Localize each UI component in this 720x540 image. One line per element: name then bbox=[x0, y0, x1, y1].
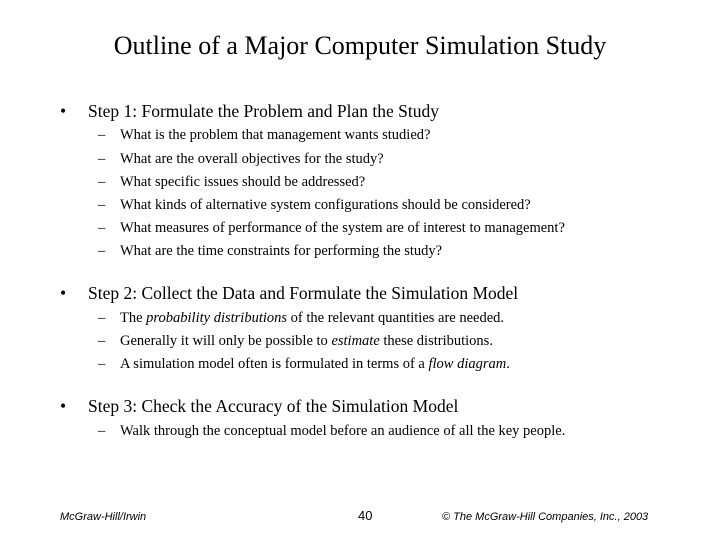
step-2-item-3 bbox=[98, 355, 510, 373]
step-1-item-1 bbox=[98, 126, 430, 144]
step-2-item-2-after: these distributions. bbox=[379, 333, 493, 349]
step-2-item-2-emphasis: estimate bbox=[331, 333, 380, 349]
step-2-item-2-before: Generally it will only be possible to bbox=[120, 333, 332, 349]
step-1-item-5-text: What measures of performance of the system are of interest to management? bbox=[120, 220, 565, 236]
bullet: • bbox=[60, 396, 67, 416]
slide-title: Outline of a Major Computer Simulation Study bbox=[113, 31, 607, 60]
step-2-item-1-after: of the relevant quantities are needed. bbox=[287, 310, 505, 326]
dash: – bbox=[98, 243, 106, 259]
step-2-heading-text: Step 2: Collect the Data and Formulate the Simulation Model bbox=[88, 283, 519, 303]
step-2-item-3-emphasis: flow diagram bbox=[428, 356, 507, 372]
step-2-item-1-emphasis: probability distributions bbox=[146, 310, 288, 326]
bullet: • bbox=[60, 283, 67, 303]
step-1-item-2-text: What are the overall objectives for the study? bbox=[120, 151, 384, 167]
step-3-heading-text: Step 3: Check the Accuracy of the Simulation Model bbox=[88, 396, 459, 416]
page-number: 40 bbox=[358, 508, 373, 523]
step-1-item-4 bbox=[98, 196, 531, 214]
dash: – bbox=[98, 220, 106, 236]
step-3-heading bbox=[60, 395, 458, 417]
step-2-item-2 bbox=[98, 332, 493, 350]
step-2-item-3-before: A simulation model often is formulated in terms of a bbox=[120, 356, 429, 372]
step-3-item-1-text: Walk through the conceptual model before an audience of all the key people. bbox=[120, 423, 566, 439]
step-2-item-1 bbox=[98, 309, 504, 327]
footer-copyright: © The McGraw-Hill Companies, Inc., 2003 bbox=[442, 511, 649, 523]
step-2-item-3-after: . bbox=[506, 356, 510, 372]
bullet: • bbox=[60, 101, 67, 121]
step-1-item-6-text: What are the time constraints for performing the study? bbox=[120, 243, 443, 259]
step-2-item-1-before: The bbox=[120, 310, 147, 326]
step-1-item-5 bbox=[98, 219, 565, 237]
step-1-item-6 bbox=[98, 242, 442, 260]
dash: – bbox=[98, 197, 106, 213]
dash: – bbox=[98, 174, 106, 190]
step-2-heading bbox=[60, 282, 518, 304]
dash: – bbox=[98, 356, 106, 372]
dash: – bbox=[98, 333, 106, 349]
step-3-item-1 bbox=[98, 422, 565, 440]
step-1-item-4-text: What kinds of alternative system configurations should be considered? bbox=[120, 197, 531, 213]
footer-publisher: McGraw-Hill/Irwin bbox=[60, 511, 147, 523]
dash: – bbox=[98, 423, 106, 439]
step-1-item-1-text: What is the problem that management wants studied? bbox=[120, 127, 431, 143]
dash: – bbox=[98, 310, 106, 326]
step-1-item-2 bbox=[98, 150, 384, 168]
step-1-item-3 bbox=[98, 173, 365, 191]
step-1-heading-text: Step 1: Formulate the Problem and Plan the Study bbox=[88, 101, 439, 121]
dash: – bbox=[98, 127, 106, 143]
step-1-item-3-text: What specific issues should be addressed? bbox=[120, 174, 366, 190]
step-1-heading bbox=[60, 100, 439, 122]
dash: – bbox=[98, 151, 106, 167]
